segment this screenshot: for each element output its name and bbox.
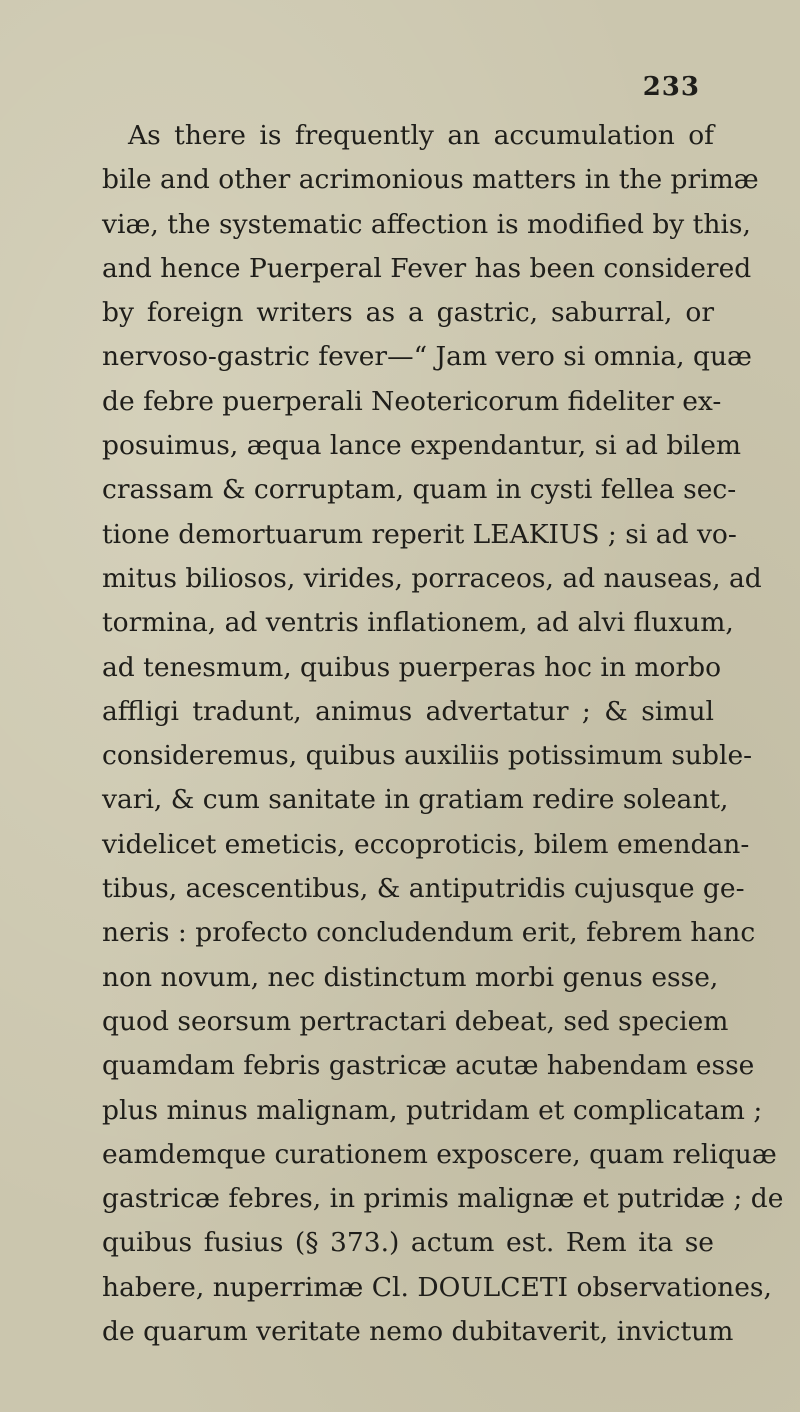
text-line: eamdemque curationem exposcere, quam reliquæ [102,1138,777,1170]
page-number: 233 [642,72,700,102]
text-line: de quarum veritate nemo dubitaverit, invictum [102,1316,734,1348]
text-line: quamdam febris gastricæ acutæ habendam esse [102,1050,755,1082]
text-line: quod seorsum pertractari debeat, sed speciem [102,1005,729,1037]
text-line: non novum, nec distinctum morbi genus esse, [102,961,719,993]
text-line: neris : profecto concludendum erit, febrem hanc [102,917,756,949]
text-line: crassam & corruptam, quam in cysti fellea sec- [102,474,737,506]
text-line: posuimus, æqua lance expendantur, si ad bilem [102,430,742,462]
text-line: tione demortuarum reperit LEAKIUS ; si ad vo- [102,518,737,550]
text-line: de febre puerperali Neotericorum fideliter ex- [102,385,722,417]
text-line: videlicet emeticis, eccoproticis, bilem emendan- [102,828,750,860]
text-line: tormina, ad ventris inflationem, ad alvi fluxum, [102,607,734,639]
text-line: gastricæ febres, in primis malignæ et putridæ ; de [102,1183,784,1215]
text-line: plus minus malignam, putridam et complicatam ; [102,1094,763,1126]
text-line: As there is frequently an accumulation of [128,120,714,151]
text-line: consideremus, quibus auxiliis potissimum suble- [102,740,753,772]
text-line: and hence Puerperal Fever has been considered [102,252,752,284]
text-line: quibus fusius (§ 373.) actum est. Rem ita se [102,1227,714,1259]
text-line: bile and other acrimonious matters in the primæ [102,164,759,196]
text-line: habere, nuperrimæ Cl. DOULCETI observationes, [102,1271,772,1303]
text-line: affligi tradunt, animus advertatur ; & simul [102,695,714,727]
text-line: tibus, acescentibus, & antiputridis cujusque ge- [102,873,745,905]
text-line: by foreign writers as a gastric, saburral, or [102,297,714,329]
text-line: nervoso-gastric fever—“ Jam vero si omnia, quæ [102,341,752,373]
text-line: mitus biliosos, virides, porraceos, ad nauseas, ad [102,562,762,594]
text-line: vari, & cum sanitate in gratiam redire soleant, [102,784,729,816]
text-line: viæ, the systematic affection is modified by this, [102,208,751,240]
body-text [102,114,784,1354]
text-line: ad tenesmum, quibus puerperas hoc in morbo [102,651,722,683]
